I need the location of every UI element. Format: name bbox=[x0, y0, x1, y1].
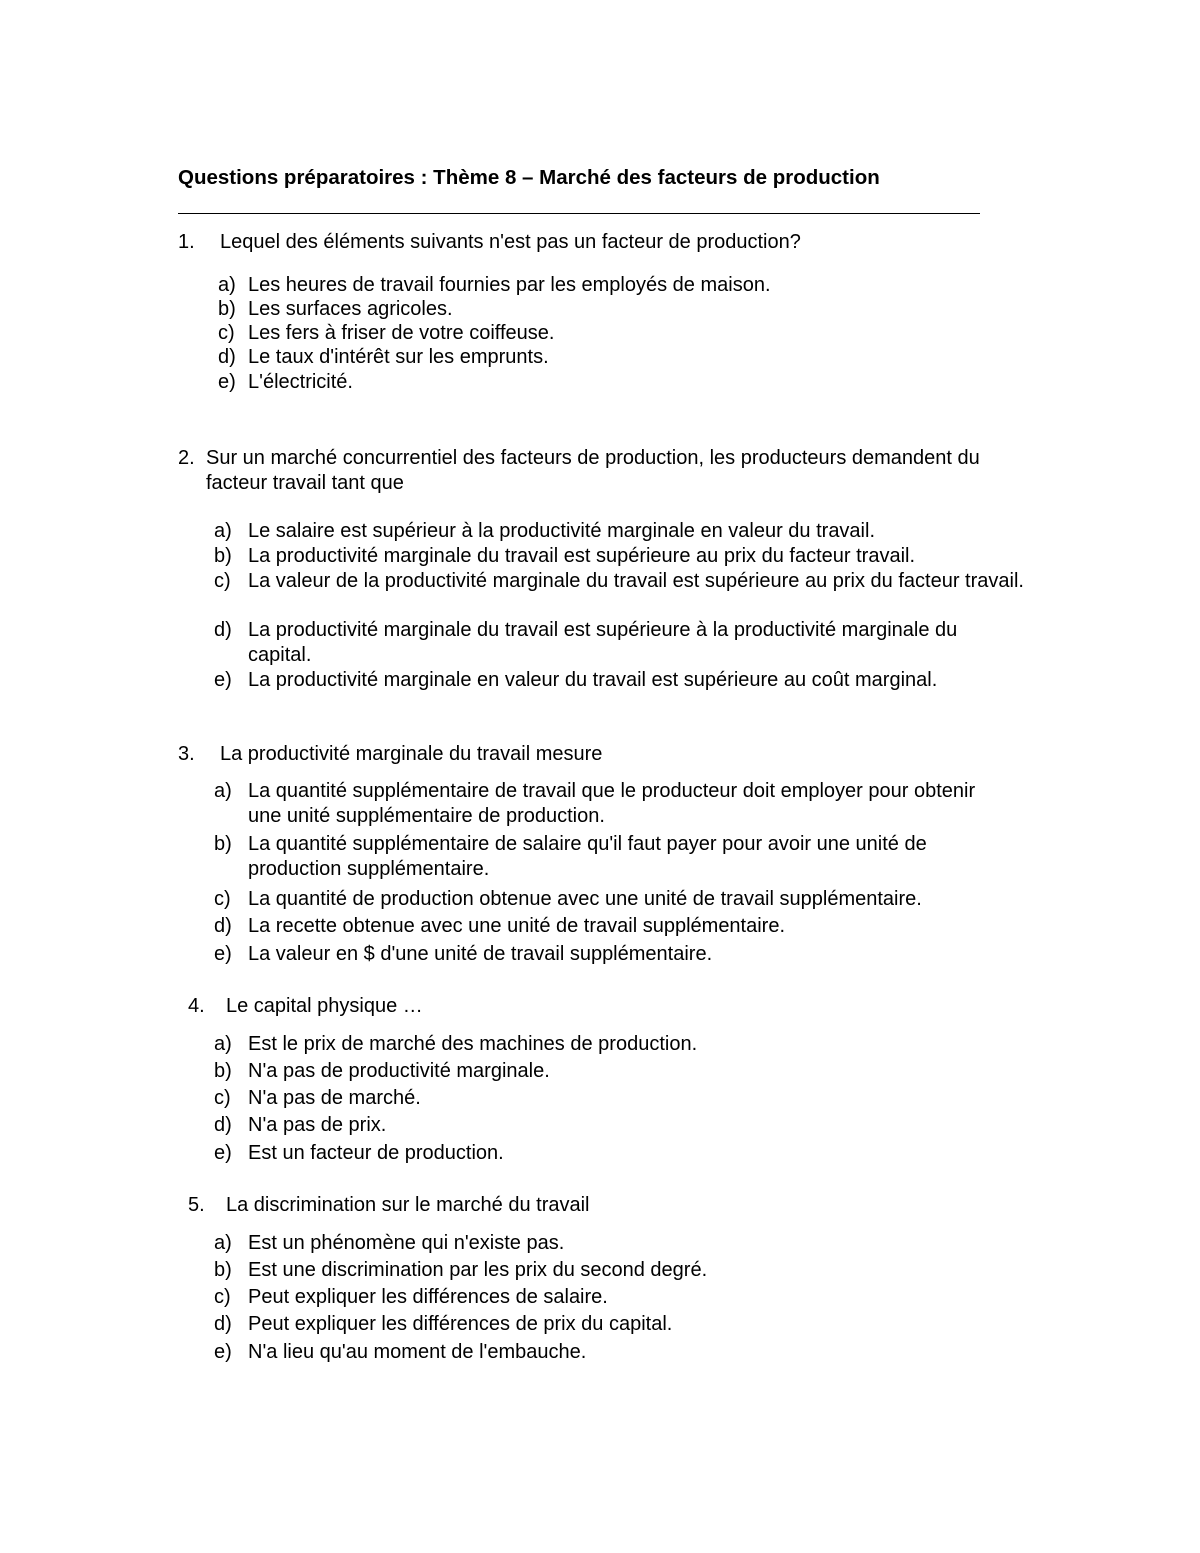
option-label: b) bbox=[214, 833, 232, 855]
option-label: e) bbox=[214, 1142, 232, 1164]
option-text: La valeur de la productivité marginale du travail est supérieure au prix du facteur travail. bbox=[248, 570, 1024, 592]
option-label: c) bbox=[214, 570, 231, 592]
option-text: Est une discrimination par les prix du second degré. bbox=[248, 1259, 708, 1281]
option-label: c) bbox=[214, 1286, 231, 1308]
option-label: e) bbox=[214, 943, 232, 965]
option-text: Les heures de travail fournies par les employés de maison. bbox=[248, 274, 771, 296]
question-number: 3. bbox=[178, 743, 195, 765]
option-text: Est un facteur de production. bbox=[248, 1142, 504, 1164]
option-label: c) bbox=[214, 1087, 231, 1109]
option-label: a) bbox=[214, 1033, 232, 1055]
title-divider bbox=[178, 213, 980, 214]
option-label: a) bbox=[214, 520, 232, 542]
question-text: La productivité marginale du travail mesure bbox=[220, 743, 603, 765]
question-text: Sur un marché concurrentiel des facteurs de production, les producteurs demandent du facteur travail tant que bbox=[206, 447, 980, 494]
option-label: d) bbox=[214, 1114, 232, 1136]
option-label: d) bbox=[218, 346, 236, 368]
question-number: 2. bbox=[178, 447, 195, 469]
option-label: b) bbox=[214, 1259, 232, 1281]
option-label: e) bbox=[218, 371, 236, 393]
option-label: a) bbox=[214, 780, 232, 802]
page-title: Questions préparatoires : Thème 8 – Marché des facteurs de production bbox=[178, 166, 880, 189]
option-label: d) bbox=[214, 915, 232, 937]
option-text: Les fers à friser de votre coiffeuse. bbox=[248, 322, 555, 344]
option-label: c) bbox=[214, 888, 231, 910]
option-label: a) bbox=[214, 1232, 232, 1254]
option-text: N'a pas de productivité marginale. bbox=[248, 1060, 550, 1082]
option-text: Les surfaces agricoles. bbox=[248, 298, 453, 320]
option-text: N'a lieu qu'au moment de l'embauche. bbox=[248, 1341, 587, 1363]
option-text: Est le prix de marché des machines de production. bbox=[248, 1033, 698, 1055]
option-text: La valeur en $ d'une unité de travail supplémentaire. bbox=[248, 943, 713, 965]
option-text: La recette obtenue avec une unité de travail supplémentaire. bbox=[248, 915, 786, 937]
question-text: Lequel des éléments suivants n'est pas un facteur de production? bbox=[220, 231, 801, 253]
option-text: La productivité marginale du travail est supérieure à la productivité marginale du capital. bbox=[248, 619, 958, 666]
option-label: b) bbox=[214, 1060, 232, 1082]
question-text: Le capital physique … bbox=[226, 995, 423, 1017]
option-text: Le taux d'intérêt sur les emprunts. bbox=[248, 346, 549, 368]
option-text: La quantité de production obtenue avec une unité de travail supplémentaire. bbox=[248, 888, 922, 910]
question-number: 1. bbox=[178, 231, 195, 253]
option-text: N'a pas de marché. bbox=[248, 1087, 421, 1109]
question-text: La discrimination sur le marché du travail bbox=[226, 1194, 590, 1216]
option-label: a) bbox=[218, 274, 236, 296]
option-text: Peut expliquer les différences de salaire. bbox=[248, 1286, 608, 1308]
question-number: 4. bbox=[188, 995, 205, 1017]
option-text: L'électricité. bbox=[248, 371, 353, 393]
option-text: Peut expliquer les différences de prix du capital. bbox=[248, 1313, 673, 1335]
option-text: La quantité supplémentaire de salaire qu'il faut payer pour avoir une unité de production supplémentaire. bbox=[248, 833, 927, 880]
option-text: N'a pas de prix. bbox=[248, 1114, 387, 1136]
option-text: La quantité supplémentaire de travail que le producteur doit employer pour obtenir une unité supplémentaire de production. bbox=[248, 780, 976, 827]
option-label: d) bbox=[214, 1313, 232, 1335]
option-label: e) bbox=[214, 1341, 232, 1363]
option-label: e) bbox=[214, 669, 232, 691]
question-number: 5. bbox=[188, 1194, 205, 1216]
option-text: Le salaire est supérieur à la productivité marginale en valeur du travail. bbox=[248, 520, 876, 542]
option-text: La productivité marginale en valeur du travail est supérieure au coût marginal. bbox=[248, 669, 938, 691]
option-label: d) bbox=[214, 619, 232, 641]
option-label: b) bbox=[214, 545, 232, 567]
option-text: La productivité marginale du travail est supérieure au prix du facteur travail. bbox=[248, 545, 916, 567]
option-label: c) bbox=[218, 322, 235, 344]
option-text: Est un phénomène qui n'existe pas. bbox=[248, 1232, 565, 1254]
option-label: b) bbox=[218, 298, 236, 320]
